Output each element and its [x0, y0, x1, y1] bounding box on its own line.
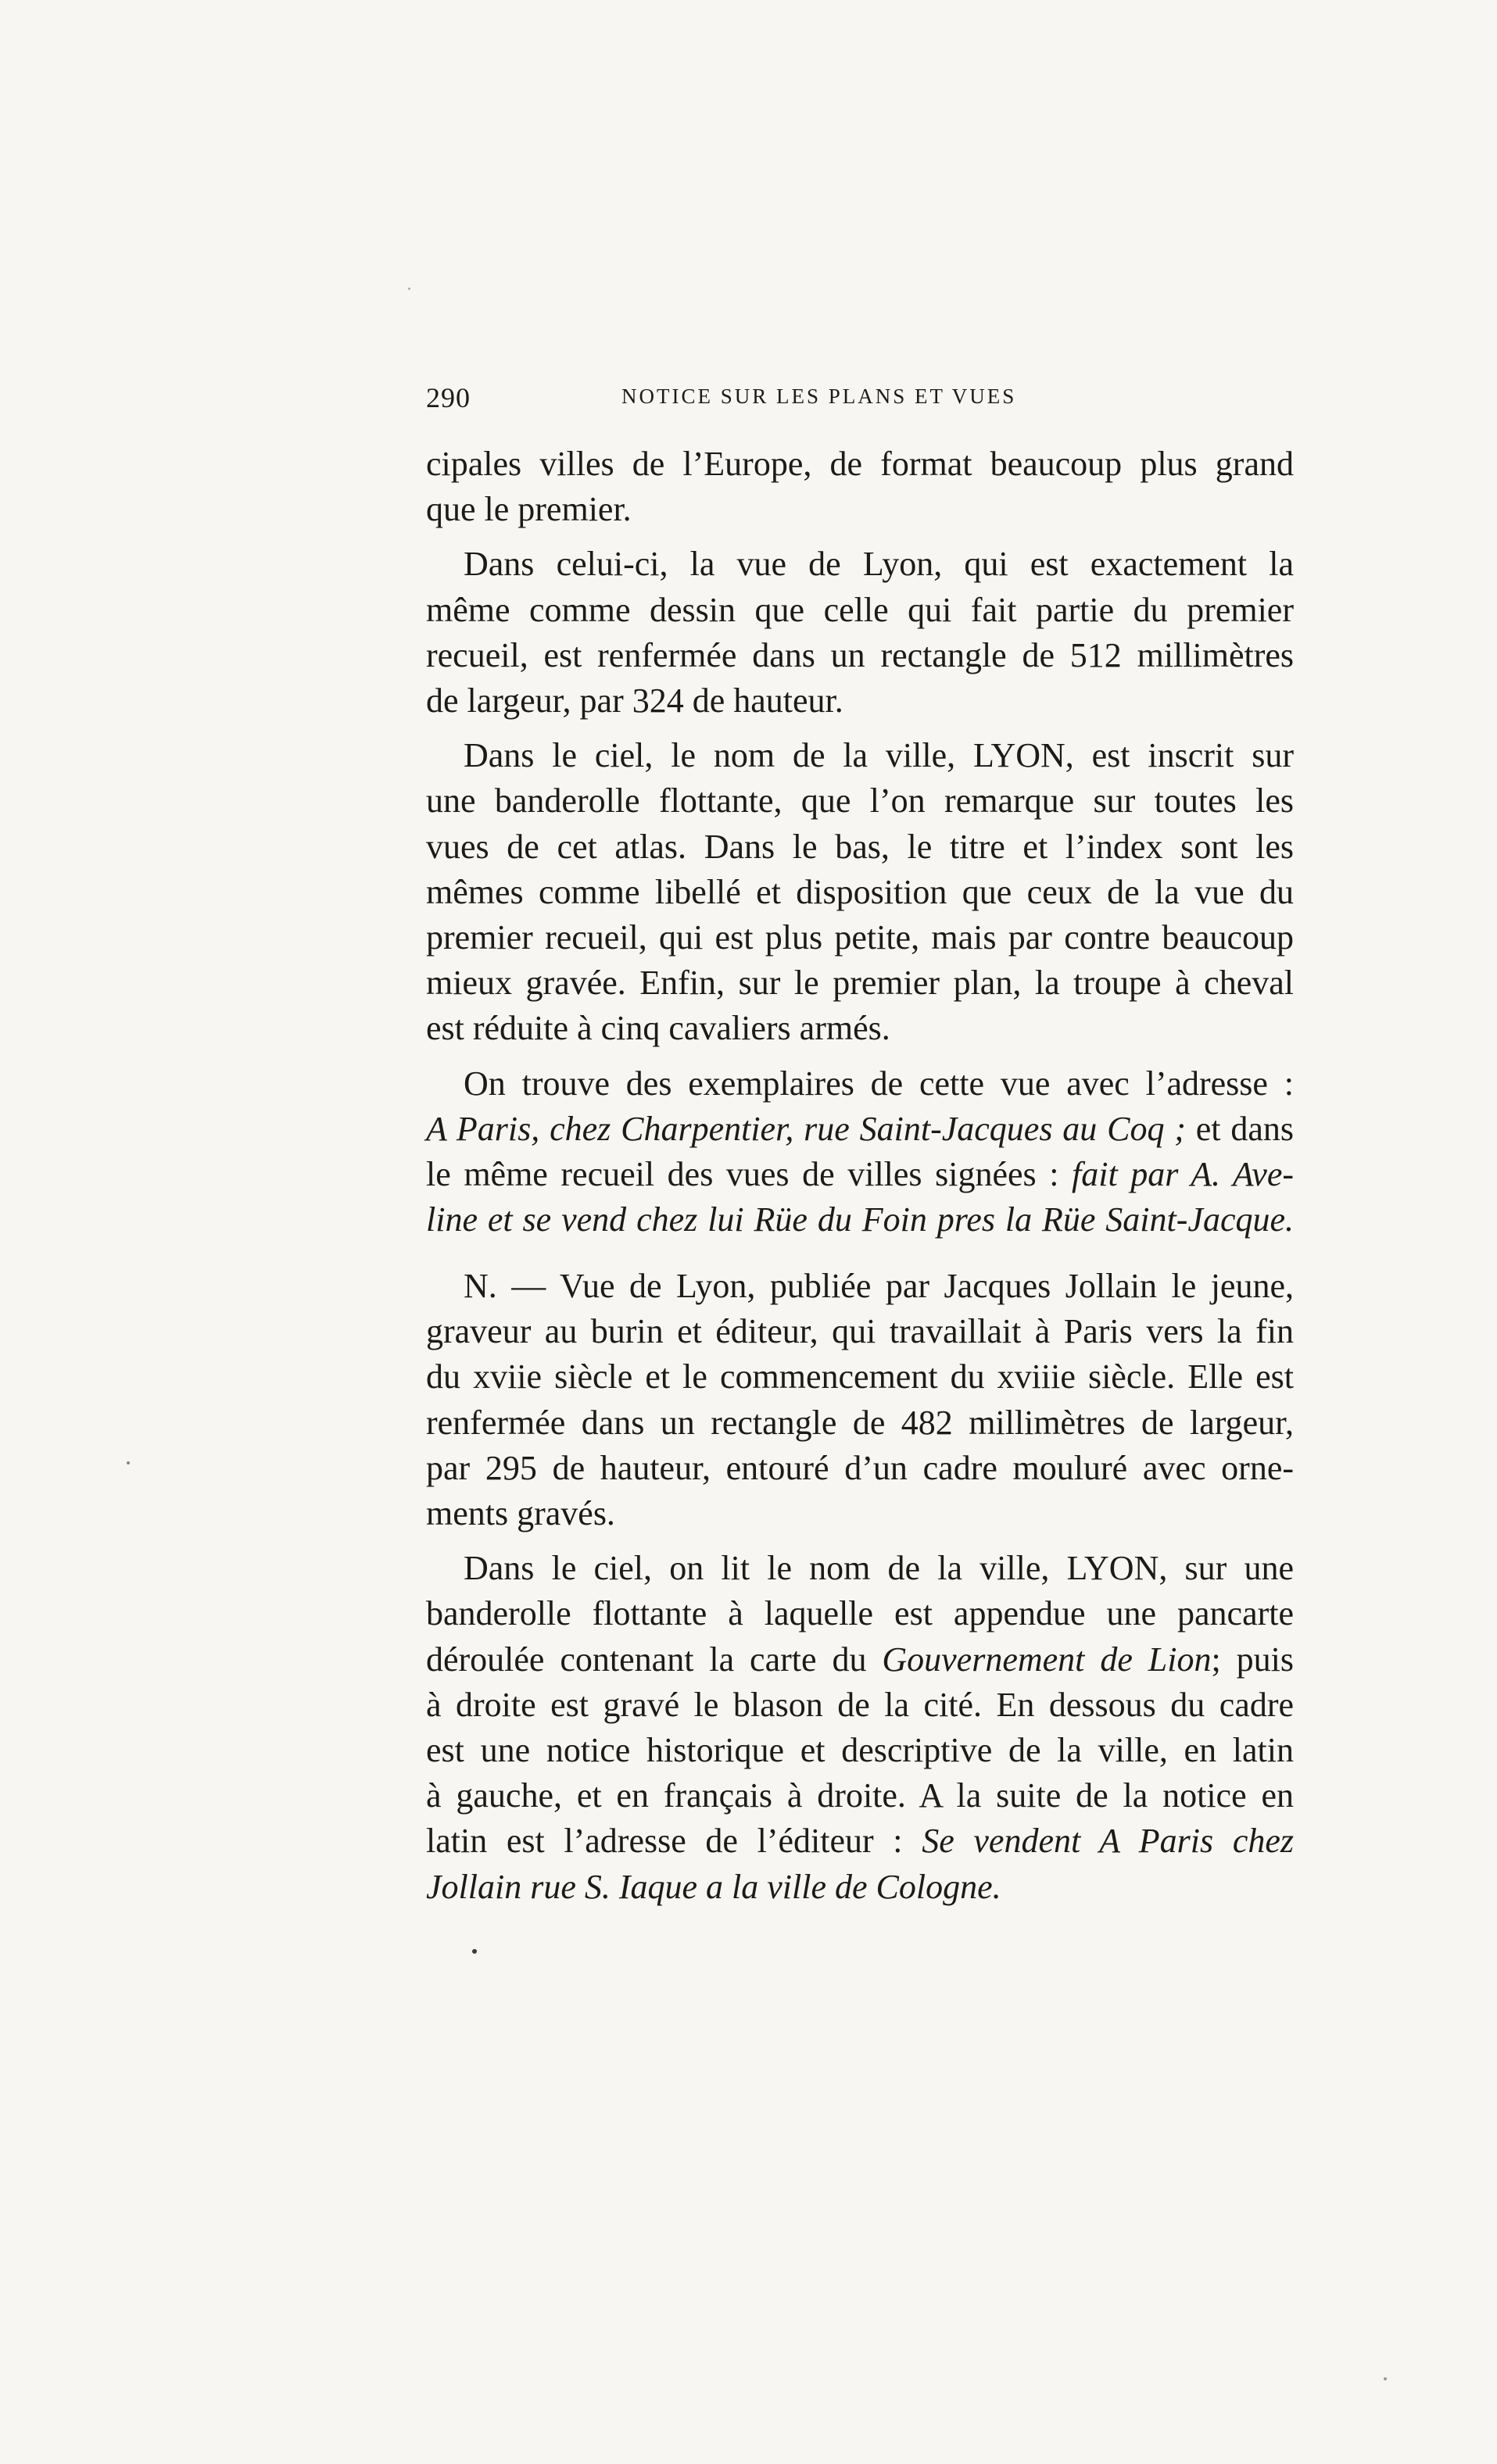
paper-speck — [408, 288, 410, 290]
text-line: une banderolle flottante, que l’on remarque sur toutes les — [426, 781, 1294, 821]
italic-address: Jollain rue S. Iaque a la ville de Cologne. — [426, 1867, 1001, 1906]
paper-speck — [472, 1949, 477, 1954]
text-line: par 295 de hauteur, entouré d’un cadre mouluré avec orne- — [426, 1448, 1294, 1487]
text-line: Dans le ciel, le nom de la ville, LYON, est inscrit sur — [464, 736, 1294, 775]
text-line: à gauche, et en français à droite. A la suite de la notice en — [426, 1776, 1294, 1815]
text-fragment: et dans — [1185, 1109, 1294, 1148]
text-line: est une notice historique et descriptive de la ville, en latin — [426, 1731, 1294, 1770]
text-line: premier recueil, qui est plus petite, mais par contre beaucoup — [426, 918, 1294, 957]
text-line — [426, 1107, 1294, 1152]
paper-speck — [127, 1461, 130, 1464]
text-line: banderolle flottante à laquelle est appendue une pancarte — [426, 1594, 1294, 1633]
text-line: On trouve des exemplaires de cette vue avec l’adresse : — [464, 1064, 1294, 1103]
italic-signature: line et se vend chez lui Rüe du Foin pres la Rüe Saint-Jacque. — [426, 1200, 1294, 1239]
text-line: mieux gravée. Enfin, sur le premier plan, la troupe à cheval — [426, 964, 1294, 1003]
paragraph — [426, 733, 1294, 1051]
text-line: graveur au burin et éditeur, qui travaillait à Paris vers la fin — [426, 1312, 1294, 1351]
text-line: à droite est gravé le blason de la cité. En dessous du cadre — [426, 1685, 1294, 1724]
italic-signature: fait par A. Ave- — [1072, 1155, 1294, 1194]
italic-address: A Paris, chez Charpentier, rue Saint-Jacques au Coq ; — [426, 1109, 1186, 1148]
running-title: NOTICE SUR LES PLANS ET VUES — [621, 384, 1017, 408]
text-line: Dans celui-ci, la vue de Lyon, qui est exactement la — [464, 545, 1294, 584]
text-line: mêmes comme libellé et disposition que ceux de la vue du — [426, 872, 1294, 911]
italic-address: Se vendent A Paris chez — [922, 1822, 1294, 1861]
text-line: même comme dessin que celle qui fait partie du premier — [426, 590, 1294, 629]
text-line — [426, 1818, 1294, 1864]
text-line: est réduite à cinq cavaliers armés. — [426, 1009, 890, 1048]
text-fragment: ; puis — [1211, 1640, 1294, 1679]
text-line — [426, 1637, 1294, 1683]
text-line: recueil, est renfermée dans un rectangle de 512 millimètres — [426, 635, 1294, 674]
paper-speck — [1384, 2377, 1387, 2380]
paragraph — [426, 1546, 1294, 1910]
text-block-lower — [426, 1264, 1294, 1910]
paragraph — [426, 1264, 1294, 1536]
text-fragment: déroulée contenant la carte du — [426, 1640, 883, 1679]
text-line: de largeur, par 324 de hauteur. — [426, 681, 843, 721]
text-line: du xviie siècle et le commencement du xviiie siècle. Elle est — [426, 1357, 1294, 1397]
text-line: Dans le ciel, on lit le nom de la ville, LYON, sur une — [464, 1549, 1294, 1588]
text-line: N. — Vue de Lyon, publiée par Jacques Jollain le jeune, — [464, 1267, 1294, 1305]
italic-title: Gouvernement de Lion — [882, 1640, 1212, 1679]
text-line: cipales villes de l’Europe, de format beaucoup plus grand — [426, 445, 1294, 483]
text-line: que le premier. — [426, 490, 632, 529]
text-block-upper — [426, 442, 1294, 1243]
paragraph — [426, 542, 1294, 724]
text-fragment: latin est l’adresse de l’éditeur : — [426, 1822, 922, 1861]
paragraph — [426, 442, 1294, 532]
page-number: 290 — [426, 382, 471, 413]
text-line — [426, 1152, 1294, 1197]
text-line — [426, 1865, 1294, 1910]
text-fragment: le même recueil des vues de villes signées : — [426, 1155, 1073, 1194]
text-line: vues de cet atlas. Dans le bas, le titre et l’index sont les — [426, 827, 1294, 866]
text-line: ments gravés. — [426, 1494, 615, 1533]
text-line: renfermée dans un rectangle de 482 millimètres de largeur, — [426, 1403, 1294, 1442]
text-line — [426, 1197, 1294, 1243]
running-header — [426, 381, 1294, 420]
paragraph — [426, 1061, 1294, 1243]
